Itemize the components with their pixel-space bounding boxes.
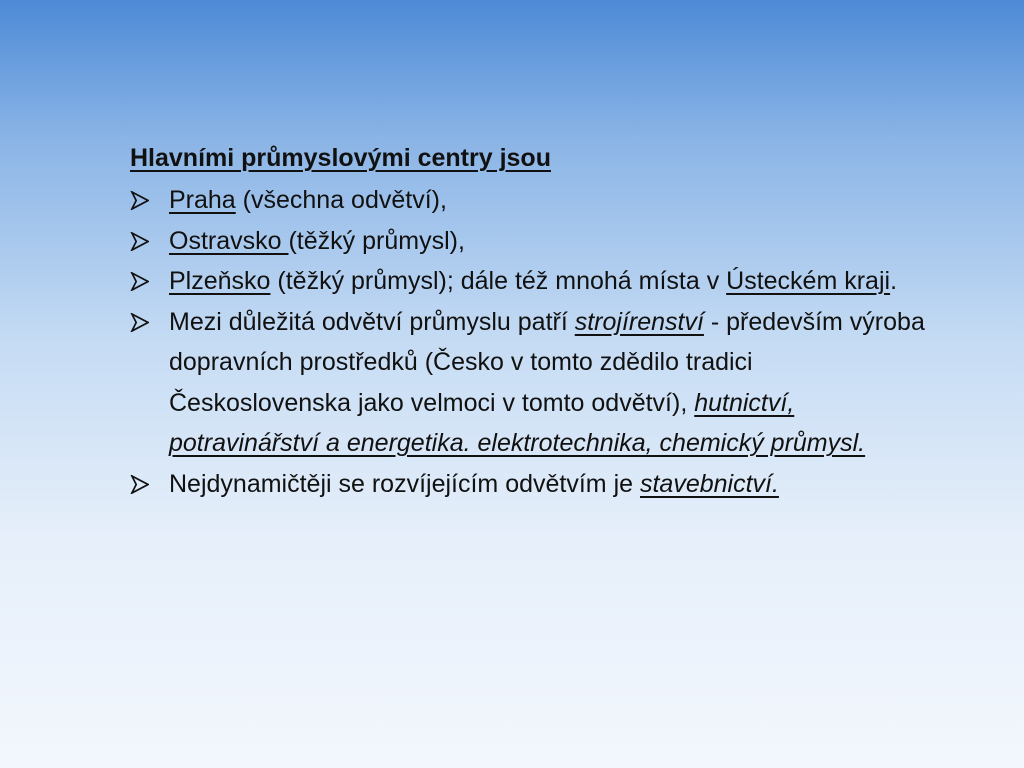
item-link: Praha (169, 186, 236, 214)
list-item (130, 261, 930, 302)
item-text-end: . (890, 267, 898, 295)
item-emphasis-secondary: hutnictví, potravinářství a energetika. elektrotechnika, chemický průmysl. (169, 388, 866, 457)
item-text: Mezi důležitá odvětví průmyslu patří (169, 307, 575, 336)
slide-heading: Hlavními průmyslovými centry jsou (130, 144, 551, 172)
bullet-list (130, 180, 930, 504)
arrow-bullet-icon (130, 313, 149, 332)
item-text: (těžký průmysl); dále též mnohá místa v (270, 267, 727, 295)
arrow-bullet-icon (130, 475, 149, 494)
item-text: (těžký průmysl), (288, 226, 465, 255)
item-text: Nejdynamičtěji se rozvíjejícím odvětvím je (169, 469, 640, 498)
item-text: (všechna odvětví), (235, 186, 447, 214)
arrow-bullet-icon (130, 191, 149, 210)
arrow-bullet-icon (130, 272, 149, 291)
item-link: Ostravsko (169, 226, 289, 255)
list-item (130, 464, 930, 505)
list-item (130, 221, 930, 262)
list-item (130, 180, 930, 221)
item-link-secondary: Ústeckém kraji (726, 267, 891, 295)
item-link: Plzeňsko (169, 267, 271, 295)
arrow-bullet-icon (130, 232, 149, 251)
item-emphasis: strojírenství (574, 307, 704, 336)
slide-content (130, 138, 930, 504)
item-emphasis: stavebnictví. (639, 469, 779, 498)
list-item (130, 302, 930, 464)
item-text-continued: - především výroba dopravních prostředků (Česko v tomto zdědilo tradici Československa jako velmoci v tomto odvětví), (169, 307, 925, 417)
